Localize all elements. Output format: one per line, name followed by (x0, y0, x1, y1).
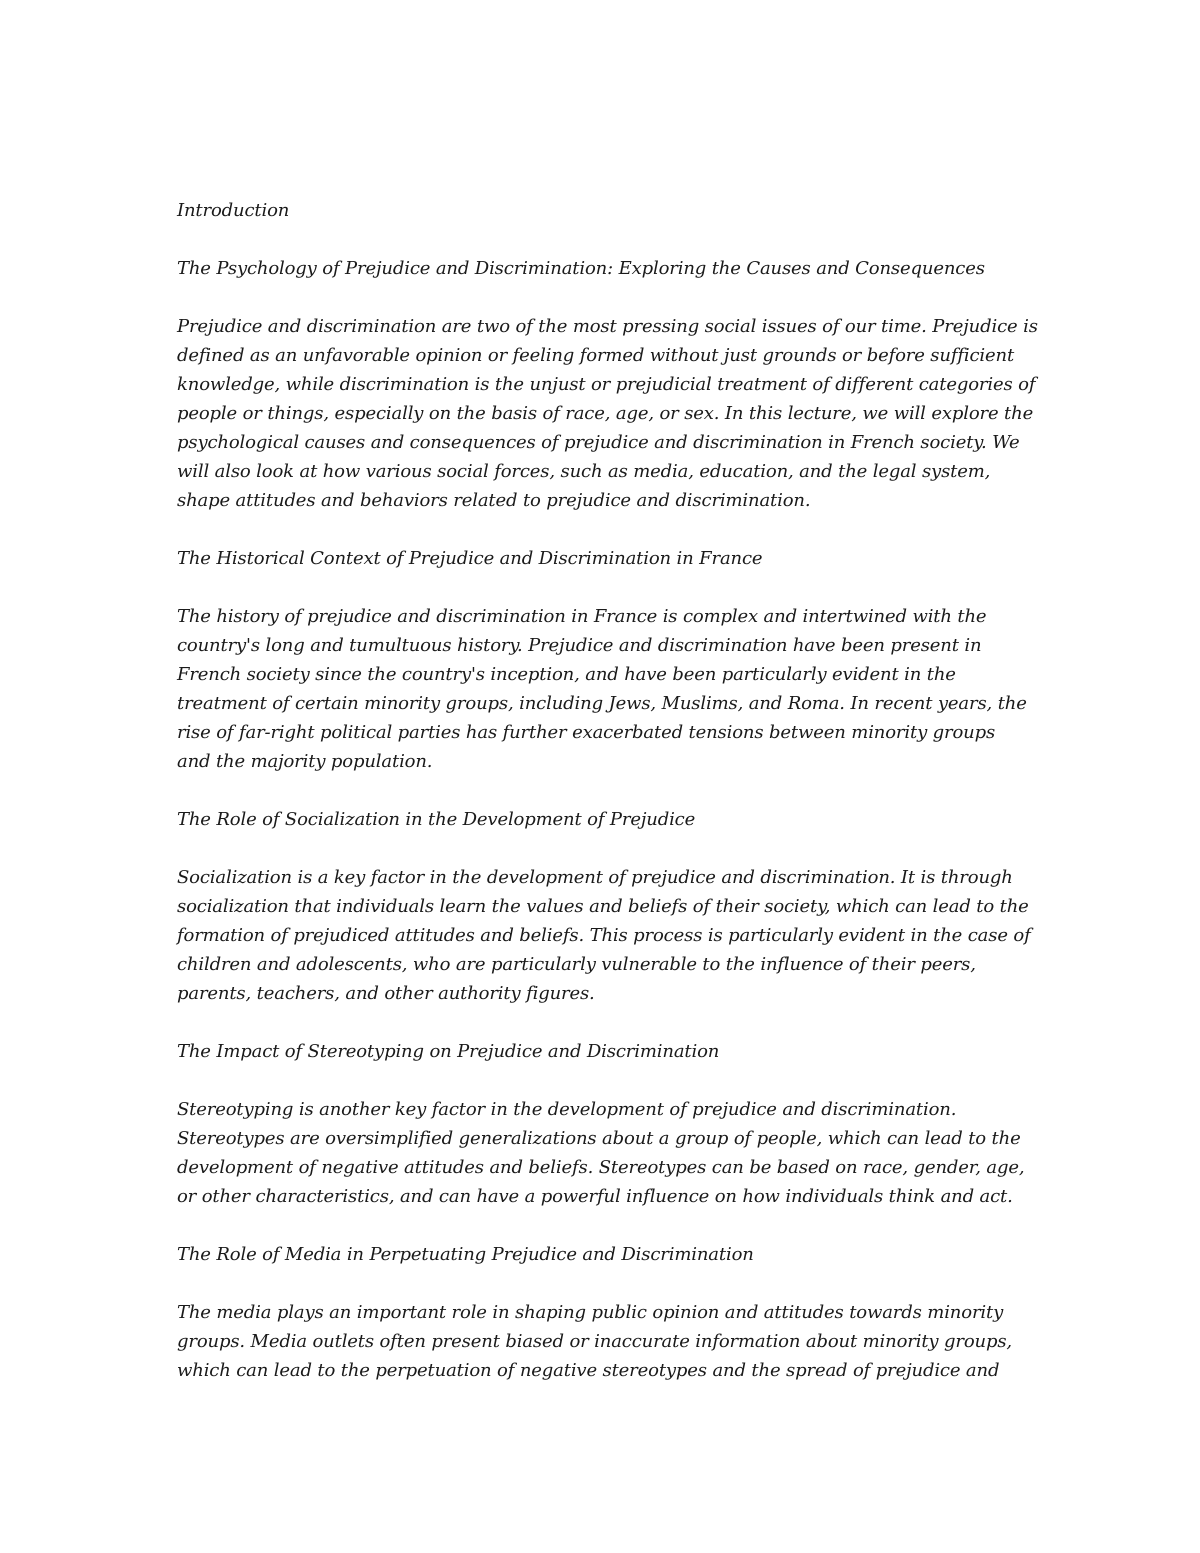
paragraph-line: which can lead to the perpetuation of negative stereotypes and the spread of prejudice and (177, 1360, 1000, 1381)
paragraph-media (177, 1298, 1047, 1385)
paragraph-line: knowledge, while discrimination is the unjust or prejudicial treatment of different categories of (177, 374, 1036, 395)
paragraph-stereotyping (177, 1095, 1047, 1211)
document-body (177, 196, 1047, 1414)
paragraph-line: psychological causes and consequences of prejudice and discrimination in French society. We (177, 432, 1020, 453)
heading-text: The Psychology of Prejudice and Discrimination: Exploring the Causes and Consequences (177, 258, 985, 279)
heading-text: The Historical Context of Prejudice and Discrimination in France (177, 548, 763, 569)
paragraph-line: and the majority population. (177, 751, 433, 772)
paragraph-line: treatment of certain minority groups, including Jews, Muslims, and Roma. In recent years, the (177, 693, 1027, 714)
paragraph-line: will also look at how various social forces, such as media, education, and the legal system, (177, 461, 991, 482)
heading-text: The Role of Media in Perpetuating Prejudice and Discrimination (177, 1244, 754, 1265)
paragraph-line: French society since the country's inception, and have been particularly evident in the (177, 664, 956, 685)
section-heading-stereotyping (177, 1037, 1047, 1066)
paragraph-line: rise of far-right political parties has further exacerbated tensions between minority groups (177, 722, 996, 743)
paragraph-line: The history of prejudice and discrimination in France is complex and intertwined with the (177, 606, 987, 627)
paragraph-line: people or things, especially on the basis of race, age, or sex. In this lecture, we will explore the (177, 403, 1034, 424)
section-heading-historical-context (177, 544, 1047, 573)
section-heading-introduction (177, 196, 1047, 225)
section-heading-media (177, 1240, 1047, 1269)
paragraph-line: development of negative attitudes and beliefs. Stereotypes can be based on race, gender, age, (177, 1157, 1025, 1178)
document-title (177, 254, 1047, 283)
heading-text: The Impact of Stereotyping on Prejudice and Discrimination (177, 1041, 720, 1062)
paragraph-line: Stereotyping is another key factor in the development of prejudice and discrimination. (177, 1099, 957, 1120)
paragraph-line: The media plays an important role in shaping public opinion and attitudes towards minority (177, 1302, 1004, 1323)
paragraph-line: formation of prejudiced attitudes and beliefs. This process is particularly evident in the case of (177, 925, 1031, 946)
paragraph-line: defined as an unfavorable opinion or feeling formed without just grounds or before sufficient (177, 345, 1015, 366)
paragraph-line: groups. Media outlets often present biased or inaccurate information about minority groups, (177, 1331, 1013, 1352)
paragraph-line: parents, teachers, and other authority figures. (177, 983, 595, 1004)
paragraph-line: or other characteristics, and can have a powerful influence on how individuals think and act. (177, 1186, 1013, 1207)
paragraph-socialization (177, 863, 1047, 1008)
paragraph-line: Stereotypes are oversimplified generalizations about a group of people, which can lead to the (177, 1128, 1021, 1149)
heading-text: Introduction (177, 200, 290, 221)
paragraph-line: Prejudice and discrimination are two of the most pressing social issues of our time. Prejudice is (177, 316, 1038, 337)
section-heading-socialization (177, 805, 1047, 834)
paragraph-line: socialization that individuals learn the values and beliefs of their society, which can lead to the (177, 896, 1029, 917)
paragraph-line: shape attitudes and behaviors related to prejudice and discrimination. (177, 490, 811, 511)
paragraph-line: Socialization is a key factor in the development of prejudice and discrimination. It is through (177, 867, 1013, 888)
paragraph-line: country's long and tumultuous history. Prejudice and discrimination have been present in (177, 635, 982, 656)
paragraph-line: children and adolescents, who are particularly vulnerable to the influence of their peers, (177, 954, 976, 975)
heading-text: The Role of Socialization in the Development of Prejudice (177, 809, 696, 830)
paragraph-intro (177, 312, 1047, 515)
paragraph-historical-context (177, 602, 1047, 776)
